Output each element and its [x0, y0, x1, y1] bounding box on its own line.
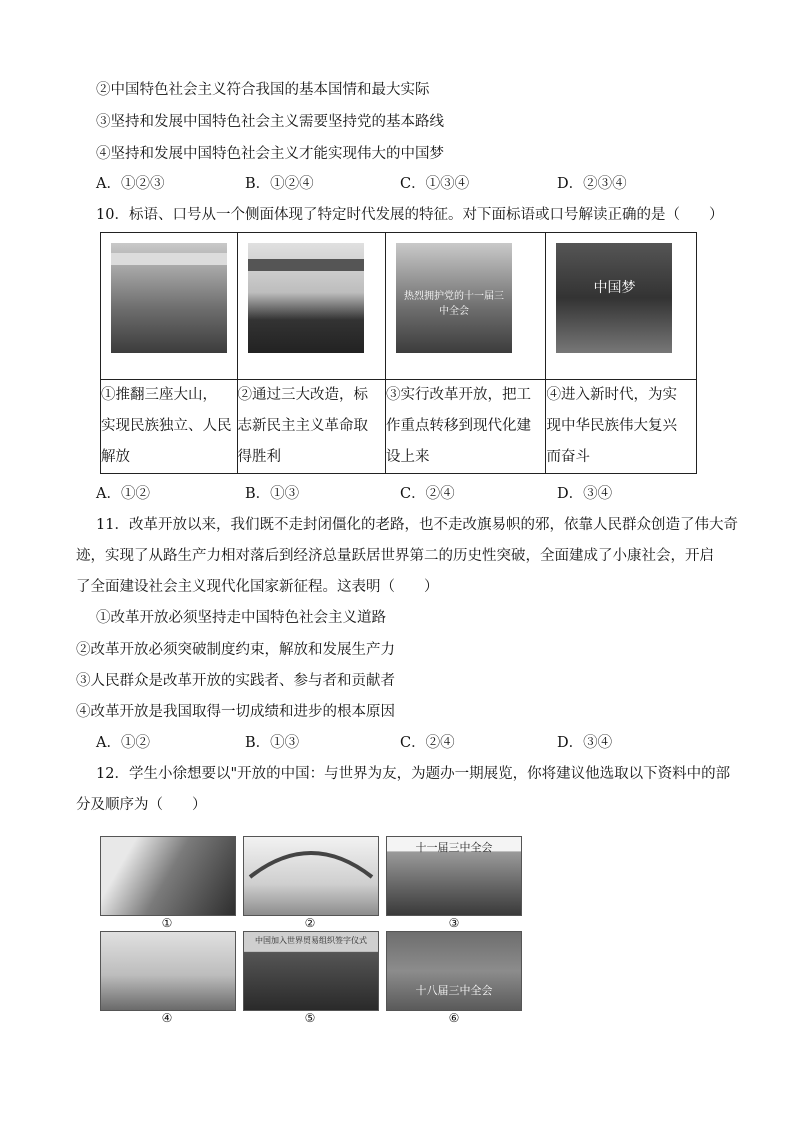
q12-stem-line-2: 分及顺序为（ ）: [76, 797, 207, 813]
q10-photo-cell-4: [546, 233, 697, 380]
q9-item-2: ②中国特色社会主义符合我国的基本国情和最大实际: [96, 82, 430, 98]
q10-caption-3-line-2: 作重点转移到现代化建: [386, 418, 532, 434]
q11-item-3: ③人民群众是改革开放的实践者、参与者和贡献者: [76, 673, 395, 689]
q12-picture-6-label: ⑥: [448, 1011, 460, 1025]
q10-caption-2: [237, 380, 386, 474]
q11-stem-line-3: 了全面建设社会主义现代化国家新征程。这表明（ ）: [76, 579, 439, 595]
q10-caption-2-line-3: 得胜利: [237, 449, 282, 465]
q9-option-a[interactable]: A．①②③: [96, 176, 165, 192]
q10-option-b[interactable]: B．①③: [245, 486, 300, 502]
q10-option-d[interactable]: D．③④: [557, 486, 613, 502]
q9-option-d[interactable]: D．②③④: [557, 176, 627, 192]
q12-picture-6-title: 十八届三中全会: [415, 984, 493, 997]
q10-caption-4-line-3: 而奋斗: [546, 449, 590, 465]
q10-option-c[interactable]: C．②④: [400, 486, 455, 502]
q10-caption-4: [546, 380, 697, 474]
q12-picture-3-label: ③: [448, 916, 460, 930]
q12-picture-4: [100, 931, 236, 1011]
q12-picture-1-label: ①: [161, 916, 173, 930]
q11-option-c[interactable]: C．②④: [400, 735, 455, 751]
q12-picture-5: [243, 931, 379, 1011]
q10-photo-cell-1: [101, 233, 238, 380]
q10-caption-1-line-1: ①推翻三座大山，: [101, 387, 217, 403]
q11-option-d[interactable]: D．③④: [557, 735, 613, 751]
q10-caption-3-line-1: ③实行改革开放，把工: [386, 387, 532, 403]
q10-stem: 10．标语、口号从一个侧面体现了特定时代发展的特征。对下面标语或口号解读正确的是（ ）: [96, 207, 724, 223]
q10-caption-1-line-2: 实现民族独立、人民: [101, 418, 232, 434]
q10-photo-4-text: 中国梦: [593, 280, 636, 296]
q10-option-a[interactable]: A．①②: [96, 486, 150, 502]
q9-item-4: ④坚持和发展中国特色社会主义才能实现伟大的中国梦: [96, 146, 444, 162]
q10-photo-4: [556, 243, 672, 353]
q10-photo-cell-2: [237, 233, 386, 380]
q12-picture-2-arch: [244, 837, 378, 915]
q12-picture-3-title: 十一届三中全会: [415, 841, 493, 854]
q11-item-4: ④改革开放是我国取得一切成绩和进步的根本原因: [76, 704, 395, 720]
q10-photo-2: [248, 243, 364, 353]
q12-picture-5-label: ⑤: [304, 1011, 316, 1025]
q9-option-b[interactable]: B．①②④: [245, 176, 314, 192]
q10-slogan-table: [100, 232, 697, 474]
q10-caption-2-line-2: 志新民主主义革命取: [237, 418, 369, 434]
q11-item-2: ②改革开放必须突破制度约束，解放和发展生产力: [76, 642, 395, 658]
q12-picture-4-label: ④: [161, 1011, 173, 1025]
q10-caption-4-line-1: ④进入新时代，为实: [546, 387, 677, 403]
q10-caption-2-line-1: ②通过三大改造，标: [237, 387, 369, 403]
q12-picture-1: [100, 836, 236, 916]
q12-picture-6: [386, 931, 522, 1011]
q11-option-a[interactable]: A．①②: [96, 735, 150, 751]
q10-caption-4-line-2: 现中华民族伟大复兴: [546, 418, 677, 434]
q10-caption-3-line-3: 设上来: [386, 449, 430, 465]
q12-picture-5-title: 中国加入世界贸易组织签字仪式: [255, 936, 367, 945]
q12-stem-line-1: 12．学生小徐想要以"开放的中国：与世界为友，为题办一期展览，你将建议他选取以下资料中的部: [96, 766, 731, 782]
q10-caption-1-line-3: 解放: [101, 449, 130, 465]
q10-caption-3: [386, 380, 546, 474]
q11-item-1: ①改革开放必须坚持走中国特色社会主义道路: [96, 610, 386, 626]
q12-picture-3: [386, 836, 522, 916]
q11-stem-line-1: 11．改革开放以来，我们既不走封闭僵化的老路，也不走改旗易帜的邪，依靠人民群众创造了伟大奇: [96, 517, 738, 533]
q10-photo-3: [396, 243, 512, 353]
q12-picture-2-label: ②: [304, 916, 316, 930]
q10-photo-cell-3: [386, 233, 546, 380]
q11-option-b[interactable]: B．①③: [245, 735, 300, 751]
q10-caption-1: [101, 380, 238, 474]
q10-photo-1: [111, 243, 227, 353]
q12-picture-2: [243, 836, 379, 916]
q9-item-3: ③坚持和发展中国特色社会主义需要坚持党的基本路线: [96, 114, 444, 130]
q9-option-c[interactable]: C．①③④: [400, 176, 470, 192]
q11-stem-line-2: 迹，实现了从路生产力相对落后到经济总量跃居世界第二的历史性突破，全面建成了小康社会，开启: [76, 548, 714, 564]
q10-photo-3-banner: 热烈拥护党的十一届三中全会: [404, 291, 505, 317]
